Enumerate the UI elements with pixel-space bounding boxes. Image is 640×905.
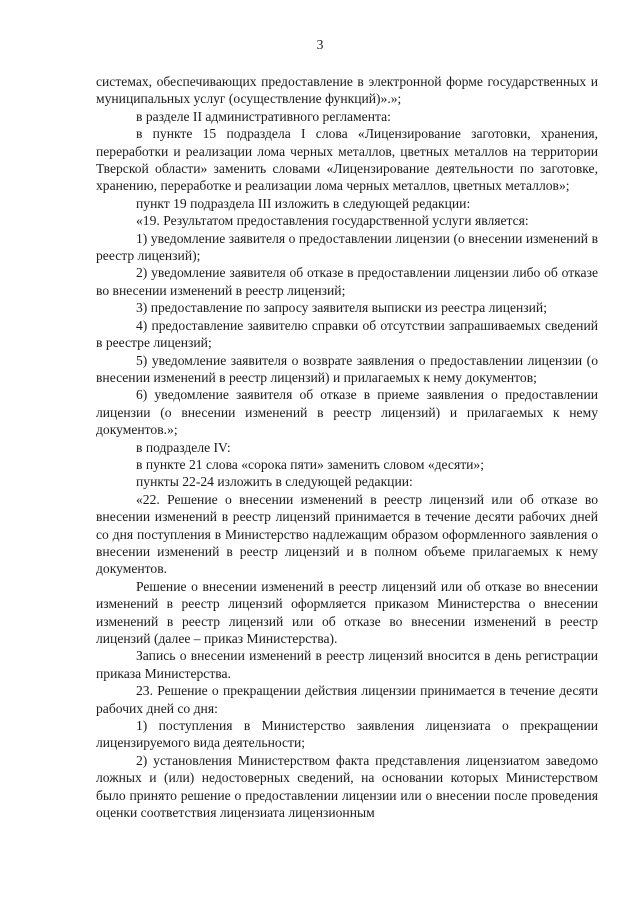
page-number: 3: [316, 38, 324, 53]
paragraph: 1) поступления в Министерство заявления лицензиата о прекращении лицензируемого вида деятельности;: [96, 718, 598, 751]
paragraph: «19. Результатом предоставления государственной услуги является:: [136, 213, 529, 229]
paragraph: 3) предоставление по запросу заявителя выписки из реестра лицензий;: [136, 300, 547, 316]
paragraph: 6) уведомление заявителя об отказе в приеме заявления о предоставлении лицензии (о внесении изменений в реестр лицензий) и прилагаемых к нему документов.»;: [96, 387, 598, 438]
paragraph: 1) уведомление заявителя о предоставлении лицензии (о внесении изменений в реестр лицензий);: [96, 230, 598, 264]
paragraph: системах, обеспечивающих предоставление в электронной форме государственных и муниципальных услуг (осуществление функций)».»;: [96, 74, 598, 107]
paragraph: 2) установления Министерством факта представления лицензиатом заведомо ложных и (или) недостоверных сведений, на основании которых Министерством было принято решение о предоставлении лицензии или о внесении после проведения оценки соответствия лицензиата лицензионным: [96, 752, 598, 821]
paragraph: пункт 19 подраздела III изложить в следующей редакции:: [136, 195, 471, 211]
paragraph: Решение о внесении изменений в реестр лицензий или об отказе во внесении изменений в реестр лицензий оформляется приказом Министерства о внесении изменений в реестр лицензий или об отказе во внесении изменений в реестр лицензий (далее – приказ Министерства).: [96, 578, 598, 646]
paragraph: «22. Решение о внесении изменений в реестр лицензий или об отказе во внесении изменений в реестр лицензий принимается в течение десяти рабочих дней со дня поступления в Министерство надлежащим образом оформленного заявления о внесении изменений в реестр лицензий и в полном объеме прилагаемых к нему документов.: [96, 491, 598, 577]
document-body: [96, 73, 598, 821]
paragraph: в разделе II административного регламента:: [136, 108, 391, 124]
paragraph: пункты 22-24 изложить в следующей редакции:: [136, 474, 413, 490]
paragraph: в подразделе IV:: [136, 439, 231, 455]
paragraph: 2) уведомление заявителя об отказе в предоставлении лицензии либо об отказе во внесении изменений в реестр лицензий;: [96, 265, 598, 298]
paragraph: 4) предоставление заявителю справки об отсутствии запрашиваемых сведений в реестре лицензий;: [96, 317, 598, 351]
paragraph: 23. Решение о прекращении действия лицензии принимается в течение десяти рабочих дней со дня:: [96, 683, 598, 716]
paragraph: Запись о внесении изменений в реестр лицензий вносится в день регистрации приказа Министерства.: [96, 648, 598, 681]
paragraph: в пункте 15 подраздела I слова «Лицензирование заготовки, хранения, переработки и реализации лома черных металлов, цветных металлов на территории Тверской области» заменить словами «Лицензирование деятельности по заготовке, хранению, переработке и реализации лома черных металлов, цветных металлов»;: [96, 126, 598, 194]
paragraph: 5) уведомление заявителя о возврате заявления о предоставлении лицензии (о внесении изменений в реестр лицензий) и прилагаемых к нему документов;: [96, 352, 598, 385]
paragraph: в пункте 21 слова «сорока пяти» заменить словом «десяти»;: [136, 456, 484, 472]
